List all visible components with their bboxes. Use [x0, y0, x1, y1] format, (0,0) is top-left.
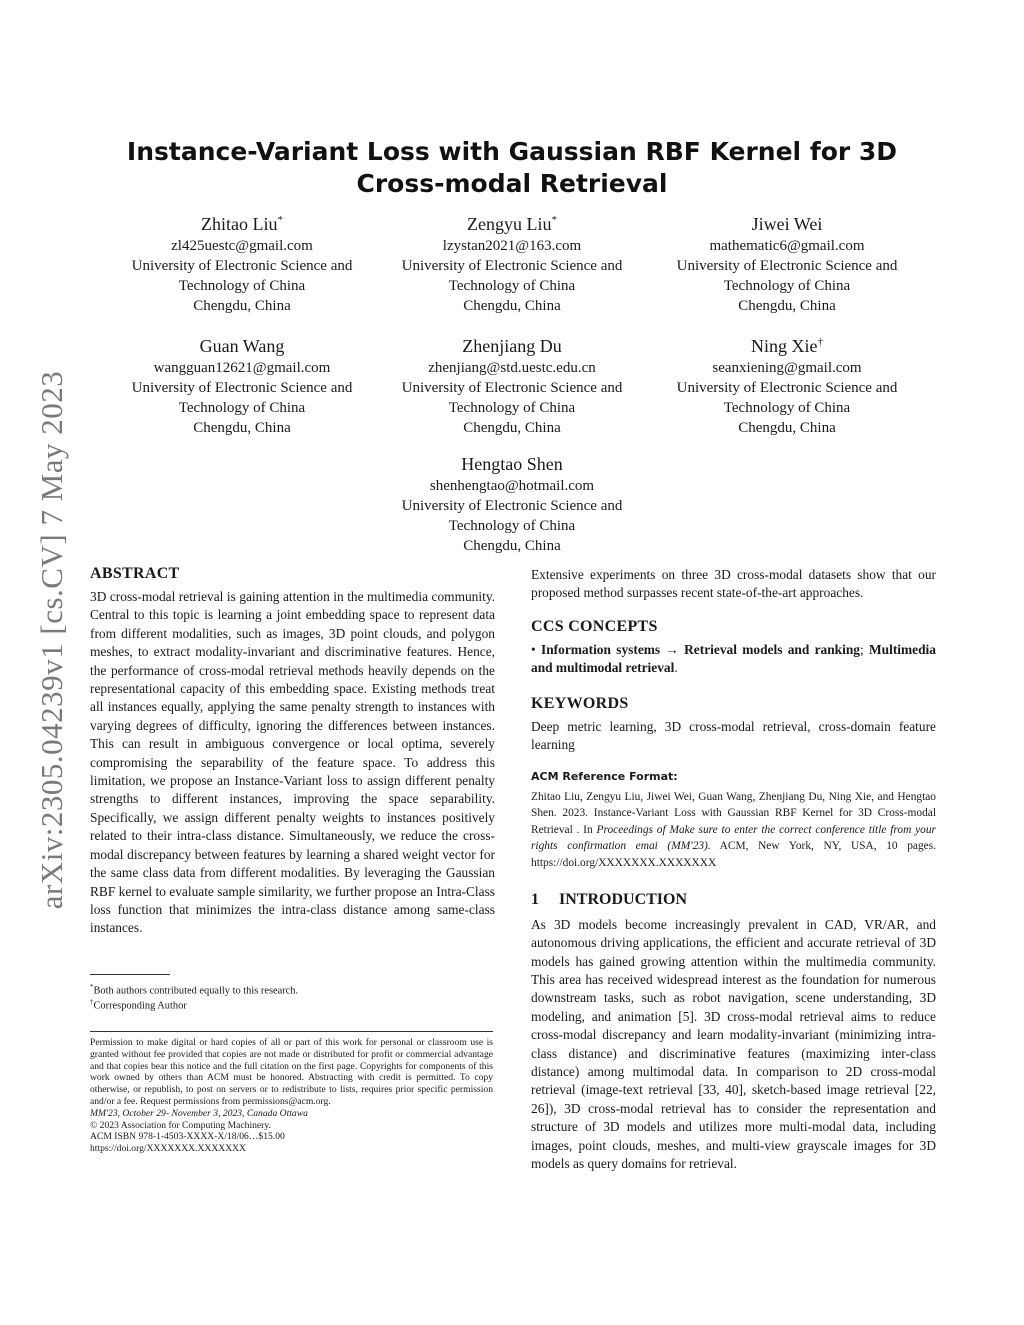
doi-link[interactable]: https://doi.org/XXXXXXX.XXXXXXX	[90, 1143, 246, 1155]
author-affiliation: Technology of China	[723, 400, 851, 416]
footnote-text: Corresponding Author	[93, 1000, 187, 1012]
title-line-1: Instance-Variant Loss with Gaussian RBF Kernel for 3D	[126, 137, 898, 166]
author-affiliation: Technology of China	[723, 278, 851, 294]
ccs-separator: ;	[860, 641, 870, 657]
author-email: shenhengtao@hotmail.com	[429, 478, 595, 494]
author-location: Chengdu, China	[738, 420, 836, 436]
footnote-mark: *	[90, 983, 94, 991]
author-name: Hengtao Shen	[461, 454, 563, 474]
ccs-term: Multimedia and multimodal retrieval	[531, 641, 936, 676]
author-name: Zhitao Liu*	[201, 214, 283, 234]
abstract-text: 3D cross-modal retrieval is gaining attention in the multimedia community. Central to this topic is learning a joint embedding space to represent data from different modalities, such as images, 3D point clouds, and polygon meshes, to extract modality-invariant and discriminative features. Hence, the performance of cross-modal retrieval methods heavily depends on the representational capacity of this embedding space. Existing methods treat all instances equally, applying the same penalty strength to instances with varying degrees of difficulty, ignoring the differences between instances. This can result in ambiguous convergence or local optima, severely compromising the separability of the feature space. To address this limitation, we propose an Instance-Variant loss to assign different penalty strengths to different instances, improving the space separability. Specifically, we assign different penalty weights to instances positively related to their intra-class distance. Simultaneously, we reduce the cross-modal discrepancy between features by learning a shared weight vector for the same class data from different modalities. By leveraging the Gaussian RBF kernel to evaluate sample similarity, we further propose an Intra-Class loss function that minimizes the intra-class distance among same-class instances.	[90, 589, 495, 936]
author-email: mathematic6@gmail.com	[709, 238, 865, 254]
author-affiliation: University of Electronic Science and	[401, 258, 623, 274]
isbn-line: ACM ISBN 978-1-4503-XXXX-X/18/06…$15.00	[90, 1131, 285, 1143]
copyright-line: © 2023 Association for Computing Machinery.	[90, 1119, 271, 1131]
author-name: Zhenjiang Du	[462, 336, 562, 356]
permission-rule	[90, 1031, 493, 1032]
permission-block	[90, 1037, 493, 1155]
author-affiliation: Technology of China	[448, 278, 576, 294]
author-affiliation: Technology of China	[178, 400, 306, 416]
author-block	[642, 208, 932, 316]
author-location: Chengdu, China	[193, 420, 291, 436]
author-name: Guan Wang	[199, 336, 285, 356]
author-block	[97, 208, 387, 316]
footnote-rule	[90, 974, 170, 975]
author-name: Ning Xie†	[751, 336, 823, 356]
keywords-heading: KEYWORDS	[531, 694, 629, 712]
author-email: wangguan12621@gmail.com	[153, 360, 331, 376]
author-location: Chengdu, China	[738, 298, 836, 314]
author-block	[642, 330, 932, 438]
right-column	[531, 566, 936, 1173]
ccs-term: Information systems	[541, 641, 661, 657]
permission-text: Permission to make digital or hard copies of all or part of this work for personal or classroom use is granted without fee provided that copies are not made or distributed for profit or commercial advantage and that copies bear this notice and the full citation on the first page. Copyrights for components of this work owned by others than ACM must be honored. Abstracting with credit is permitted. To copy otherwise, or republish, to post on servers or to redistribute to lists, requires prior specific permission and/or a fee. Request permissions from permissions@acm.org.	[90, 1037, 493, 1107]
ccs-concepts: • Information systems → Retrieval models and ranking; Multimedia and multimodal retrieval.	[531, 641, 936, 676]
author-block	[367, 330, 657, 438]
abstract-section	[90, 564, 495, 938]
author-location: Chengdu, China	[463, 420, 561, 436]
author-location: Chengdu, China	[463, 538, 561, 554]
footnote-mark: †	[90, 998, 94, 1006]
ccs-heading: CCS CONCEPTS	[531, 617, 658, 635]
ccs-arrow: →	[660, 641, 685, 657]
acm-reference-heading: ACM Reference Format:	[531, 770, 678, 784]
introduction-text: As 3D models become increasingly prevalent in CAD, VR/AR, and autonomous driving applications, the efficient and accurate retrieval of 3D models has gained growing attention within the multimedia community. This area has received widespread interest as the foundation for numerous downstream tasks, such as robot navigation, scene understanding, 3D modeling, and animation [5]. 3D cross-modal retrieval aims to reduce cross-modal discrepancy and learn modality-invariant (minimizing intra-class distance) and discriminative features (maximizing inter-class distance) among multimodal data. In comparison to 2D cross-modal retrieval (image-text retrieval [33, 40], sketch-based image retrieval [22, 26]), 3D cross-modal retrieval has to consider the representation and structure of 3D models and utilizes more multi-modal data, including images, point clouds, meshes, and multi-view grayscale images for 3D models as query domains for retrieval.	[531, 916, 936, 1172]
footnote-text: Both authors contributed equally to this research.	[93, 985, 299, 997]
acm-reference-text: Zhitao Liu, Zengyu Liu, Jiwei Wei, Guan Wang, Zhenjiang Du, Ning Xie, and Hengtao Shen. 2023. Instance-Variant Loss with Gaussian RBF Kernel for 3D Cross-modal Retrieval . In Proceedings of Make sure to enter the correct conference title from your rights confirmation emai (MM'23). ACM, New York, NY, USA, 10 pages. https://doi.org/XXXXXXX.XXXXXXX	[531, 790, 936, 869]
abstract-continued: Extensive experiments on three 3D cross-modal datasets show that our proposed method surpasses recent state-of-the-art approaches.	[531, 567, 936, 601]
author-affiliation: University of Electronic Science and	[676, 380, 898, 396]
author-affiliation: Technology of China	[178, 278, 306, 294]
author-block	[97, 330, 387, 438]
ccs-term: Retrieval models and ranking	[684, 641, 860, 657]
footnote-corresponding	[90, 995, 187, 1013]
author-email: zl425uestc@gmail.com	[171, 238, 313, 254]
title-line-2: Cross-modal Retrieval	[356, 169, 668, 198]
author-email: lzystan2021@163.com	[442, 238, 582, 254]
abstract-heading: ABSTRACT	[90, 565, 180, 582]
author-name: Zengyu Liu*	[467, 214, 557, 234]
author-email: zhenjiang@std.uestc.edu.cn	[428, 360, 596, 376]
keywords-text: Deep metric learning, 3D cross-modal retrieval, cross-domain feature learning	[531, 718, 936, 753]
equal-contribution-mark: *	[551, 214, 557, 226]
author-affiliation: University of Electronic Science and	[676, 258, 898, 274]
author-name: Jiwei Wei	[751, 214, 823, 234]
venue-line: MM'23, October 29- November 3, 2023, Canada Ottawa	[90, 1107, 308, 1119]
section-number: 1	[531, 891, 539, 909]
author-affiliation: University of Electronic Science and	[131, 380, 353, 396]
author-email: seanxiening@gmail.com	[712, 360, 862, 376]
author-location: Chengdu, China	[193, 298, 291, 314]
arxiv-stamp-text: arXiv:2305.04239v1 [cs.CV] 7 May 2023	[34, 370, 69, 910]
corresponding-author-mark: †	[817, 336, 823, 348]
author-block	[367, 448, 657, 556]
author-affiliation: University of Electronic Science and	[401, 380, 623, 396]
author-block	[367, 208, 657, 316]
ccs-bullet: •	[531, 641, 536, 657]
author-affiliation: University of Electronic Science and	[401, 498, 623, 514]
author-location: Chengdu, China	[463, 298, 561, 314]
author-affiliation: University of Electronic Science and	[131, 258, 353, 274]
author-affiliation: Technology of China	[448, 518, 576, 534]
introduction-heading: 1 INTRODUCTION	[531, 891, 688, 909]
author-affiliation: Technology of China	[448, 400, 576, 416]
paper-title	[100, 136, 924, 200]
proceedings-title: Proceedings of Make sure to enter the correct conference title from your rights confirmation emai (MM'23).	[531, 823, 936, 853]
equal-contribution-mark: *	[277, 214, 283, 226]
